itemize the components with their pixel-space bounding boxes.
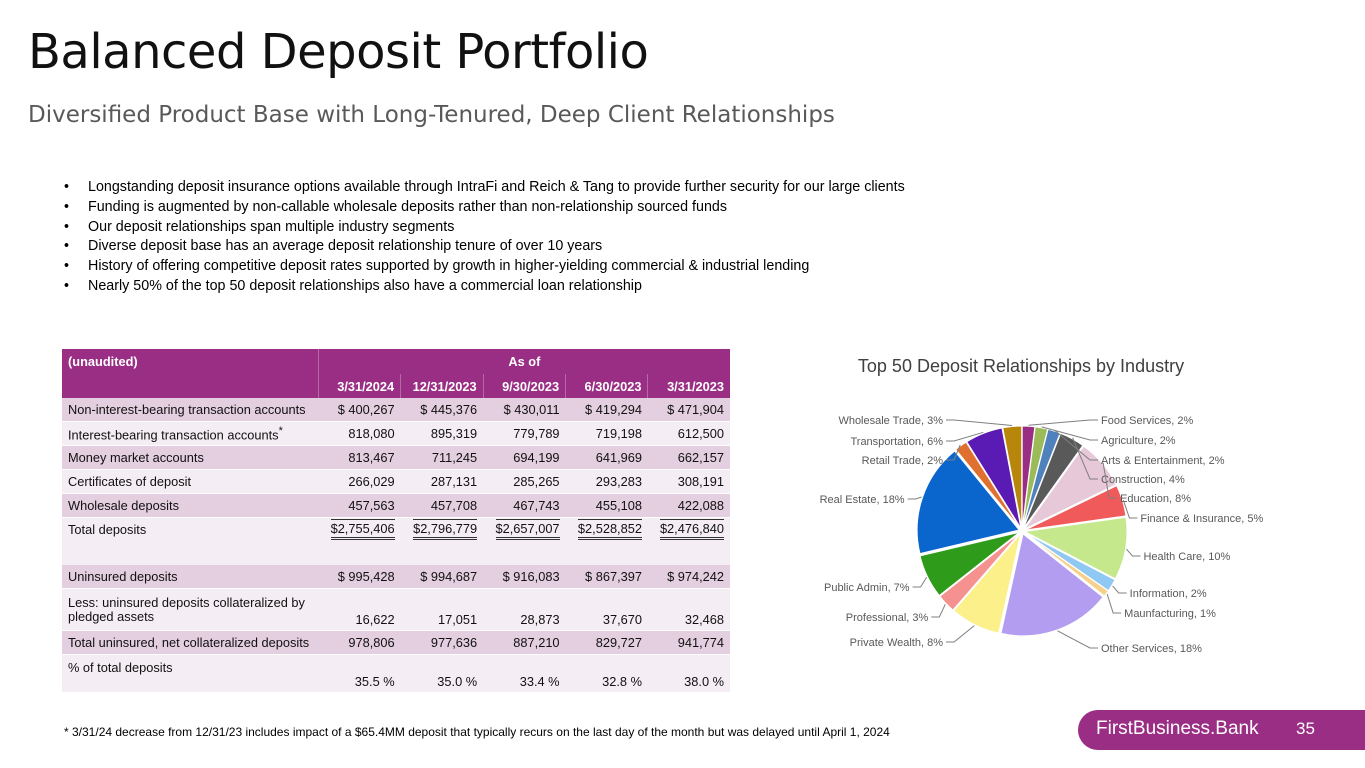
table-row xyxy=(62,631,730,655)
column-header: 6/30/2023 xyxy=(566,374,648,398)
pie-slice-label: Construction, 4% xyxy=(1101,474,1185,486)
table-cell: 28,873 xyxy=(483,589,565,631)
row-label: Interest-bearing transaction accounts xyxy=(68,427,279,443)
table-corner-label: (unaudited) xyxy=(62,349,318,374)
table-cell: $ 867,397 xyxy=(566,565,648,589)
table-cell: 457,563 xyxy=(318,494,400,518)
table-row-total xyxy=(62,518,730,542)
table-cell: 813,467 xyxy=(318,446,400,470)
table-cell: 467,743 xyxy=(483,494,565,518)
table-cell: 287,131 xyxy=(401,470,484,494)
pie-leader-line xyxy=(946,626,974,642)
table-row xyxy=(62,565,730,589)
bullet-glyph: • xyxy=(64,179,70,195)
table-date-row xyxy=(62,374,730,398)
table-row xyxy=(62,422,730,446)
table-row xyxy=(62,589,730,631)
bullet-text: Our deposit relationships span multiple industry segments xyxy=(88,218,455,235)
table-header-row xyxy=(62,349,730,374)
table-cell: $ 430,011 xyxy=(483,398,565,422)
table-cell: 818,080 xyxy=(318,422,400,446)
table-cell: 457,708 xyxy=(401,494,484,518)
bullet-glyph: • xyxy=(64,277,70,294)
row-label: Total deposits xyxy=(62,518,318,542)
as-of-label: As of xyxy=(318,349,730,374)
table-cell: 35.0 % xyxy=(401,655,484,693)
table-cell: 978,806 xyxy=(318,631,400,655)
pie-leader-line xyxy=(1058,631,1098,648)
column-header: 3/31/2024 xyxy=(318,374,400,398)
table-cell: $ 995,428 xyxy=(318,565,400,589)
pie-slice-label: Other Services, 18% xyxy=(1101,643,1202,655)
chart-title: Top 50 Deposit Relationships by Industry xyxy=(857,356,1185,376)
pie-leader-line xyxy=(913,577,927,587)
asterisk-mark: * xyxy=(278,424,283,437)
row-label: Certificates of deposit xyxy=(62,470,318,494)
bullet-item xyxy=(64,277,905,297)
bullet-glyph: • xyxy=(64,238,70,255)
table-cell: $2,476,840 xyxy=(660,519,724,540)
pie-slice-label: Information, 2% xyxy=(1129,588,1207,600)
table-cell: 941,774 xyxy=(648,631,730,655)
table-cell: $ 916,083 xyxy=(483,565,565,589)
pie-slice-label: Professional, 3% xyxy=(845,612,929,624)
pie-slice-label: Real Estate, 18% xyxy=(819,494,905,506)
row-label: Uninsured deposits xyxy=(62,565,318,589)
bullet-item xyxy=(64,257,905,277)
pie-leader-line xyxy=(1126,549,1140,556)
column-header: 3/31/2023 xyxy=(648,374,730,398)
pie-leader-line xyxy=(908,497,922,499)
table-cell: 719,198 xyxy=(566,422,648,446)
table-cell: 895,319 xyxy=(401,422,484,446)
bullet-glyph: • xyxy=(64,218,70,235)
table-cell: 32,468 xyxy=(648,589,730,631)
column-header: 12/31/2023 xyxy=(401,374,484,398)
page-title: Balanced Deposit Portfolio xyxy=(28,24,649,80)
table-cell: 266,029 xyxy=(318,470,400,494)
table-cell: 32.8 % xyxy=(566,655,648,693)
table-row xyxy=(62,655,730,693)
deposit-table xyxy=(62,349,730,692)
table-cell: 887,210 xyxy=(483,631,565,655)
table-cell: $ 445,376 xyxy=(401,398,484,422)
footnote: * 3/31/24 decrease from 12/31/23 includes impact of a $65.4MM deposit that typically recurs on the last day of the month but was delayed until April 1, 2024 xyxy=(64,725,890,739)
table-cell: $ 400,267 xyxy=(318,398,400,422)
table-cell: 308,191 xyxy=(648,470,730,494)
pie-leader-line xyxy=(1029,420,1098,425)
table-cell: 35.5 % xyxy=(318,655,400,693)
bullet-item xyxy=(64,178,905,198)
bullet-text: Diverse deposit base has an average deposit relationship tenure of over 10 years xyxy=(88,238,603,255)
bullet-text: Longstanding deposit insurance options available through IntraFi and Reich & Tang to provide further security for our large clients xyxy=(88,179,905,195)
pie-slice-label: Wholesale Trade, 3% xyxy=(838,415,943,427)
table-cell: $2,657,007 xyxy=(496,519,560,540)
table-cell: 612,500 xyxy=(648,422,730,446)
table-cell: $ 994,687 xyxy=(401,565,484,589)
table-cell: 16,622 xyxy=(318,589,400,631)
pie-slices xyxy=(917,426,1127,636)
page-subtitle: Diversified Product Base with Long-Tenured, Deep Client Relationships xyxy=(28,102,835,128)
pie-leader-line xyxy=(1107,594,1121,613)
table-cell: 662,157 xyxy=(648,446,730,470)
table-cell: 779,789 xyxy=(483,422,565,446)
table-cell: $ 471,904 xyxy=(648,398,730,422)
bullet-item xyxy=(64,218,905,238)
table-cell: 285,265 xyxy=(483,470,565,494)
row-label: Non-interest-bearing transaction accounts xyxy=(62,398,318,422)
pie-slice-label: Retail Trade, 2% xyxy=(861,455,943,467)
table-cell: 641,969 xyxy=(566,446,648,470)
row-label: Money market accounts xyxy=(62,446,318,470)
pie-leader-line xyxy=(931,604,945,617)
bullet-list xyxy=(64,178,905,297)
table-cell: 17,051 xyxy=(401,589,484,631)
bullet-item xyxy=(64,237,905,257)
column-header: 9/30/2023 xyxy=(483,374,565,398)
pie-slice-label: Private Wealth, 8% xyxy=(849,637,943,649)
table-row xyxy=(62,398,730,422)
pie-leader-line xyxy=(1113,586,1127,593)
pie-slice-label: Education, 8% xyxy=(1120,493,1192,505)
pie-slice-label: Arts & Entertainment, 2% xyxy=(1101,455,1225,467)
row-label: % of total deposits xyxy=(62,655,318,693)
table-cell: $2,528,852 xyxy=(578,519,642,540)
bullet-text: Nearly 50% of the top 50 deposit relationships also have a commercial loan relationship xyxy=(88,277,642,294)
pie-slice-label: Agriculture, 2% xyxy=(1101,435,1176,447)
pie-slice-label: Maunfacturing, 1% xyxy=(1124,608,1216,620)
row-label: Less: uninsured deposits collateralized by pledged assets xyxy=(62,589,318,631)
bullet-glyph: • xyxy=(64,258,70,275)
spacer-row xyxy=(62,541,730,565)
table-cell: 829,727 xyxy=(566,631,648,655)
bullet-text: History of offering competitive deposit rates supported by growth in higher-yielding commercial & industrial lending xyxy=(88,258,810,275)
table-cell: 293,283 xyxy=(566,470,648,494)
table-cell: $ 974,242 xyxy=(648,565,730,589)
row-label: Total uninsured, net collateralized deposits xyxy=(62,631,318,655)
table-cell: 455,108 xyxy=(566,494,648,518)
table-row xyxy=(62,470,730,494)
bullet-item xyxy=(64,198,905,218)
brand-banner xyxy=(1078,710,1365,750)
table-cell: $2,796,779 xyxy=(413,519,477,540)
table-cell: $2,755,406 xyxy=(331,519,395,540)
table-cell: 33.4 % xyxy=(483,655,565,693)
industry-pie-chart xyxy=(760,345,1320,665)
pie-slice-label: Food Services, 2% xyxy=(1101,415,1194,427)
table-cell: 977,636 xyxy=(401,631,484,655)
bullet-text: Funding is augmented by non-callable wholesale deposits rather than non-relationship sourced funds xyxy=(88,198,727,215)
table-cell: 38.0 % xyxy=(648,655,730,693)
page-number: 35 xyxy=(1296,719,1315,738)
table-row xyxy=(62,446,730,470)
pie-slice-label: Health Care, 10% xyxy=(1143,551,1231,563)
table-cell: $ 419,294 xyxy=(566,398,648,422)
table-row xyxy=(62,494,730,518)
pie-leader-line xyxy=(946,420,1012,425)
table-cell: 694,199 xyxy=(483,446,565,470)
pie-slice-label: Public Admin, 7% xyxy=(823,582,910,594)
table-cell: 422,088 xyxy=(648,494,730,518)
brand-logo-text: FirstBusiness.Bank xyxy=(1096,718,1259,739)
pie-slice-label: Transportation, 6% xyxy=(850,436,943,448)
row-label: Wholesale deposits xyxy=(62,494,318,518)
bullet-glyph: • xyxy=(64,198,70,215)
table-cell: 37,670 xyxy=(566,589,648,631)
pie-slice-label: Finance & Insurance, 5% xyxy=(1140,513,1264,525)
table-cell: 711,245 xyxy=(401,446,484,470)
